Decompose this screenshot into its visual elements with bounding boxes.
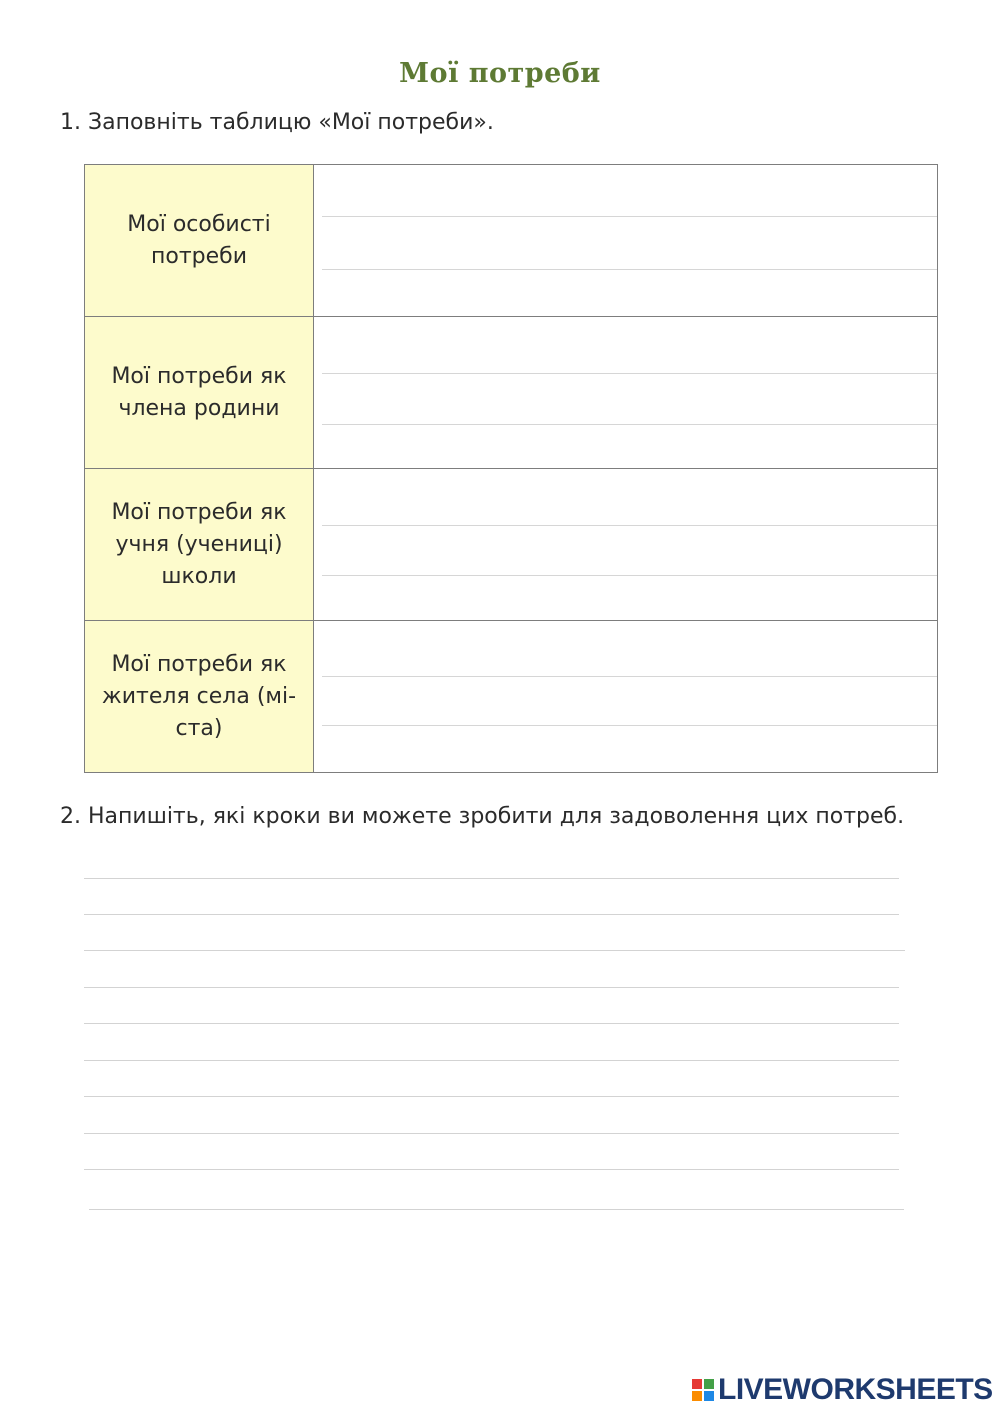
task-2-instruction: 2. Напишіть, які кроки ви можете зробити для задоволення цих потреб. (60, 804, 905, 829)
answer-line (322, 424, 937, 425)
liveworksheets-logo-icon (692, 1379, 714, 1401)
writing-line (84, 878, 899, 879)
writing-line (84, 1023, 899, 1024)
answer-field[interactable] (314, 317, 938, 469)
row-label: Мої потреби як жителя села (мі-ста) (101, 651, 297, 741)
liveworksheets-logo (692, 1374, 993, 1406)
answer-field[interactable] (314, 621, 938, 773)
answer-line (322, 575, 937, 576)
writing-line (84, 950, 905, 951)
answer-line (322, 525, 937, 526)
answer-line (322, 269, 937, 270)
writing-line (84, 1096, 899, 1097)
table-row (85, 469, 938, 621)
logo-square (692, 1379, 702, 1389)
row-label: Мої особисті потреби (127, 211, 271, 269)
logo-text: LIVEWORKSHEETS (718, 1373, 993, 1406)
table-row (85, 317, 938, 469)
answer-field[interactable] (314, 469, 938, 621)
writing-line (84, 987, 899, 988)
writing-line (89, 1209, 904, 1210)
logo-square (692, 1391, 702, 1401)
worksheet-title: Мої потреби (399, 58, 601, 89)
logo-square (704, 1391, 714, 1401)
row-label: Мої потреби як учня (учениці) школи (111, 499, 287, 589)
row-label-cell (85, 165, 314, 317)
answer-field[interactable] (314, 165, 938, 317)
row-label: Мої потреби як члена родини (111, 363, 287, 421)
writing-line (84, 1169, 899, 1170)
needs-table (84, 164, 938, 773)
logo-square (704, 1379, 714, 1389)
row-label-cell (85, 317, 314, 469)
writing-line (84, 914, 899, 915)
writing-line (84, 1060, 899, 1061)
row-label-cell (85, 621, 314, 773)
answer-line (322, 216, 937, 217)
row-label-cell (85, 469, 314, 621)
answer-line (322, 373, 937, 374)
answer-line (322, 725, 937, 726)
task-1-instruction: 1. Заповніть таблицю «Мої потреби». (60, 110, 494, 135)
writing-line (84, 1133, 899, 1134)
table-row (85, 165, 938, 317)
table-row (85, 621, 938, 773)
answer-line (322, 676, 937, 677)
